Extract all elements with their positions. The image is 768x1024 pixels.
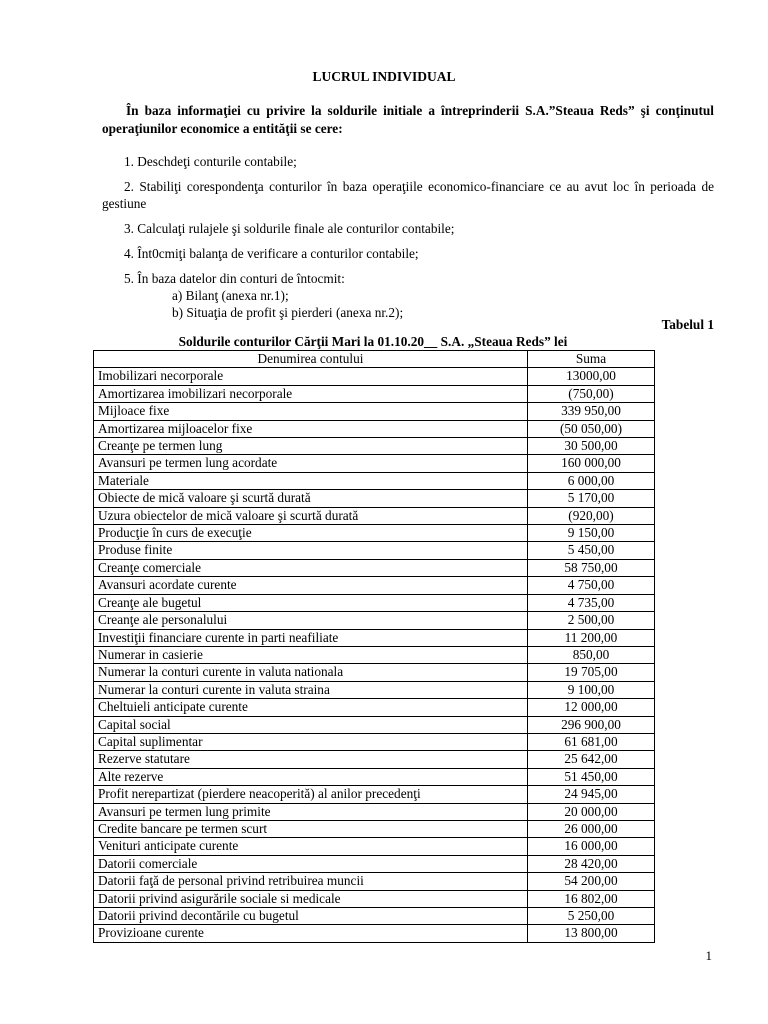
account-name-cell: Credite bancare pe termen scurt <box>94 820 528 837</box>
amount-cell: 12 000,00 <box>528 699 655 716</box>
amount-cell: 28 420,00 <box>528 855 655 872</box>
amount-cell: 26 000,00 <box>528 820 655 837</box>
account-name-cell: Produse finite <box>94 542 528 559</box>
account-name-cell: Creanţe pe termen lung <box>94 438 528 455</box>
account-name-cell: Mijloace fixe <box>94 403 528 420</box>
amount-cell: (50 050,00) <box>528 420 655 437</box>
table-row <box>94 681 655 698</box>
account-name-cell: Cheltuieli anticipate curente <box>94 699 528 716</box>
account-name-cell: Provizioane curente <box>94 925 528 942</box>
table-row <box>94 629 655 646</box>
table-row <box>94 751 655 768</box>
table-row <box>94 873 655 890</box>
amount-cell: 6 000,00 <box>528 472 655 489</box>
table-row <box>94 403 655 420</box>
page-number: 1 <box>705 948 712 963</box>
table-row <box>94 820 655 837</box>
account-name-cell: Amortizarea mijloacelor fixe <box>94 420 528 437</box>
amount-cell: 13 800,00 <box>528 925 655 942</box>
table-row <box>94 612 655 629</box>
account-name-cell: Datorii privind asigurările sociale si medicale <box>94 890 528 907</box>
amount-cell: 19 705,00 <box>528 664 655 681</box>
task-item: 4. Înt0cmiţi balanţa de verificare a conturilor contabile; <box>124 246 419 261</box>
table-row <box>94 490 655 507</box>
amount-cell: 54 200,00 <box>528 873 655 890</box>
table-row <box>94 420 655 437</box>
account-name-cell: Profit nerepartizat (pierdere neacoperită) al anilor precedenţi <box>94 786 528 803</box>
subtask-item: b) Situaţia de profit şi pierderi (anexa nr.2); <box>172 305 404 320</box>
table-row <box>94 542 655 559</box>
amount-cell: 13000,00 <box>528 368 655 385</box>
account-name-cell: Amortizarea imobilizari necorporale <box>94 385 528 402</box>
account-name-cell: Numerar la conturi curente in valuta nationala <box>94 664 528 681</box>
amount-cell: 5 450,00 <box>528 542 655 559</box>
account-name-cell: Obiecte de mică valoare şi scurtă durată <box>94 490 528 507</box>
table-row <box>94 855 655 872</box>
table-row <box>94 368 655 385</box>
amount-cell: 30 500,00 <box>528 438 655 455</box>
table-header-row <box>94 351 655 368</box>
table-row <box>94 507 655 524</box>
table-row <box>94 664 655 681</box>
amount-cell: 850,00 <box>528 646 655 663</box>
task-item: 2. Stabiliţi corespondenţa conturilor în baza operaţiile economico-financiare ce au avut loc în perioada de gestiune <box>102 179 714 211</box>
account-name-cell: Numerar in casierie <box>94 646 528 663</box>
table-row <box>94 925 655 942</box>
amount-cell: 16 000,00 <box>528 838 655 855</box>
table-row <box>94 594 655 611</box>
table-row <box>94 577 655 594</box>
amount-cell: 16 802,00 <box>528 890 655 907</box>
document-title: LUCRUL INDIVIDUAL <box>312 69 456 84</box>
account-name-cell: Creanţe comerciale <box>94 559 528 576</box>
account-name-cell: Creanţe ale personalului <box>94 612 528 629</box>
table-row <box>94 768 655 785</box>
account-name-cell: Venituri anticipate curente <box>94 838 528 855</box>
account-name-cell: Datorii comerciale <box>94 855 528 872</box>
account-name-cell: Capital social <box>94 716 528 733</box>
account-name-cell: Investiţii financiare curente in parti neafiliate <box>94 629 528 646</box>
table-row <box>94 455 655 472</box>
intro-paragraph: În baza informaţiei cu privire la soldurile initiale a întreprinderii S.A.”Steaua Reds” şi conţinutul operaţiunilor economice a entităţii se cere: <box>102 103 714 136</box>
account-name-cell: Uzura obiectelor de mică valoare şi scurtă durată <box>94 507 528 524</box>
table-row <box>94 716 655 733</box>
account-name-cell: Numerar la conturi curente in valuta straina <box>94 681 528 698</box>
table-label: Tabelul 1 <box>661 317 714 332</box>
amount-cell: 160 000,00 <box>528 455 655 472</box>
header-account-name: Denumirea contului <box>94 351 528 368</box>
amount-cell: 11 200,00 <box>528 629 655 646</box>
account-name-cell: Producţie în curs de execuţie <box>94 525 528 542</box>
header-amount: Suma <box>528 351 655 368</box>
table-row <box>94 525 655 542</box>
amount-cell: 296 900,00 <box>528 716 655 733</box>
task-item: 3. Calculaţi rulajele şi soldurile finale ale conturilor contabile; <box>124 221 455 236</box>
table-row <box>94 803 655 820</box>
account-name-cell: Capital suplimentar <box>94 733 528 750</box>
amount-cell: (750,00) <box>528 385 655 402</box>
table-row <box>94 438 655 455</box>
task-list <box>102 153 714 321</box>
amount-cell: 339 950,00 <box>528 403 655 420</box>
table-row <box>94 786 655 803</box>
amount-cell: 4 735,00 <box>528 594 655 611</box>
account-name-cell: Creanţe ale bugetul <box>94 594 528 611</box>
amount-cell: (920,00) <box>528 507 655 524</box>
table-row <box>94 733 655 750</box>
amount-cell: 9 150,00 <box>528 525 655 542</box>
account-name-cell: Imobilizari necorporale <box>94 368 528 385</box>
amount-cell: 2 500,00 <box>528 612 655 629</box>
account-name-cell: Alte rezerve <box>94 768 528 785</box>
table-row <box>94 472 655 489</box>
amount-cell: 25 642,00 <box>528 751 655 768</box>
account-name-cell: Datorii privind decontările cu bugetul <box>94 908 528 925</box>
table-row <box>94 890 655 907</box>
balances-table <box>93 350 655 943</box>
table-row <box>94 646 655 663</box>
table-row <box>94 838 655 855</box>
account-name-cell: Avansuri acordate curente <box>94 577 528 594</box>
amount-cell: 20 000,00 <box>528 803 655 820</box>
amount-cell: 5 170,00 <box>528 490 655 507</box>
account-name-cell: Avansuri pe termen lung acordate <box>94 455 528 472</box>
amount-cell: 4 750,00 <box>528 577 655 594</box>
subtask-item: a) Bilanţ (anexa nr.1); <box>172 288 289 303</box>
account-name-cell: Datorii faţă de personal privind retribuirea muncii <box>94 873 528 890</box>
amount-cell: 61 681,00 <box>528 733 655 750</box>
account-name-cell: Rezerve statutare <box>94 751 528 768</box>
table-row <box>94 699 655 716</box>
amount-cell: 9 100,00 <box>528 681 655 698</box>
table-row <box>94 385 655 402</box>
table-body <box>94 368 655 942</box>
amount-cell: 51 450,00 <box>528 768 655 785</box>
table-caption: Soldurile conturilor Cărţii Mari la 01.10.20__ S.A. „Steaua Reds” lei <box>178 334 568 349</box>
task-item: 5. În baza datelor din conturi de întocmit: <box>124 271 345 286</box>
account-name-cell: Avansuri pe termen lung primite <box>94 803 528 820</box>
table-row <box>94 908 655 925</box>
task-item: 1. Deschdeţi conturile contabile; <box>124 154 297 169</box>
amount-cell: 5 250,00 <box>528 908 655 925</box>
table-row <box>94 559 655 576</box>
amount-cell: 58 750,00 <box>528 559 655 576</box>
account-name-cell: Materiale <box>94 472 528 489</box>
amount-cell: 24 945,00 <box>528 786 655 803</box>
